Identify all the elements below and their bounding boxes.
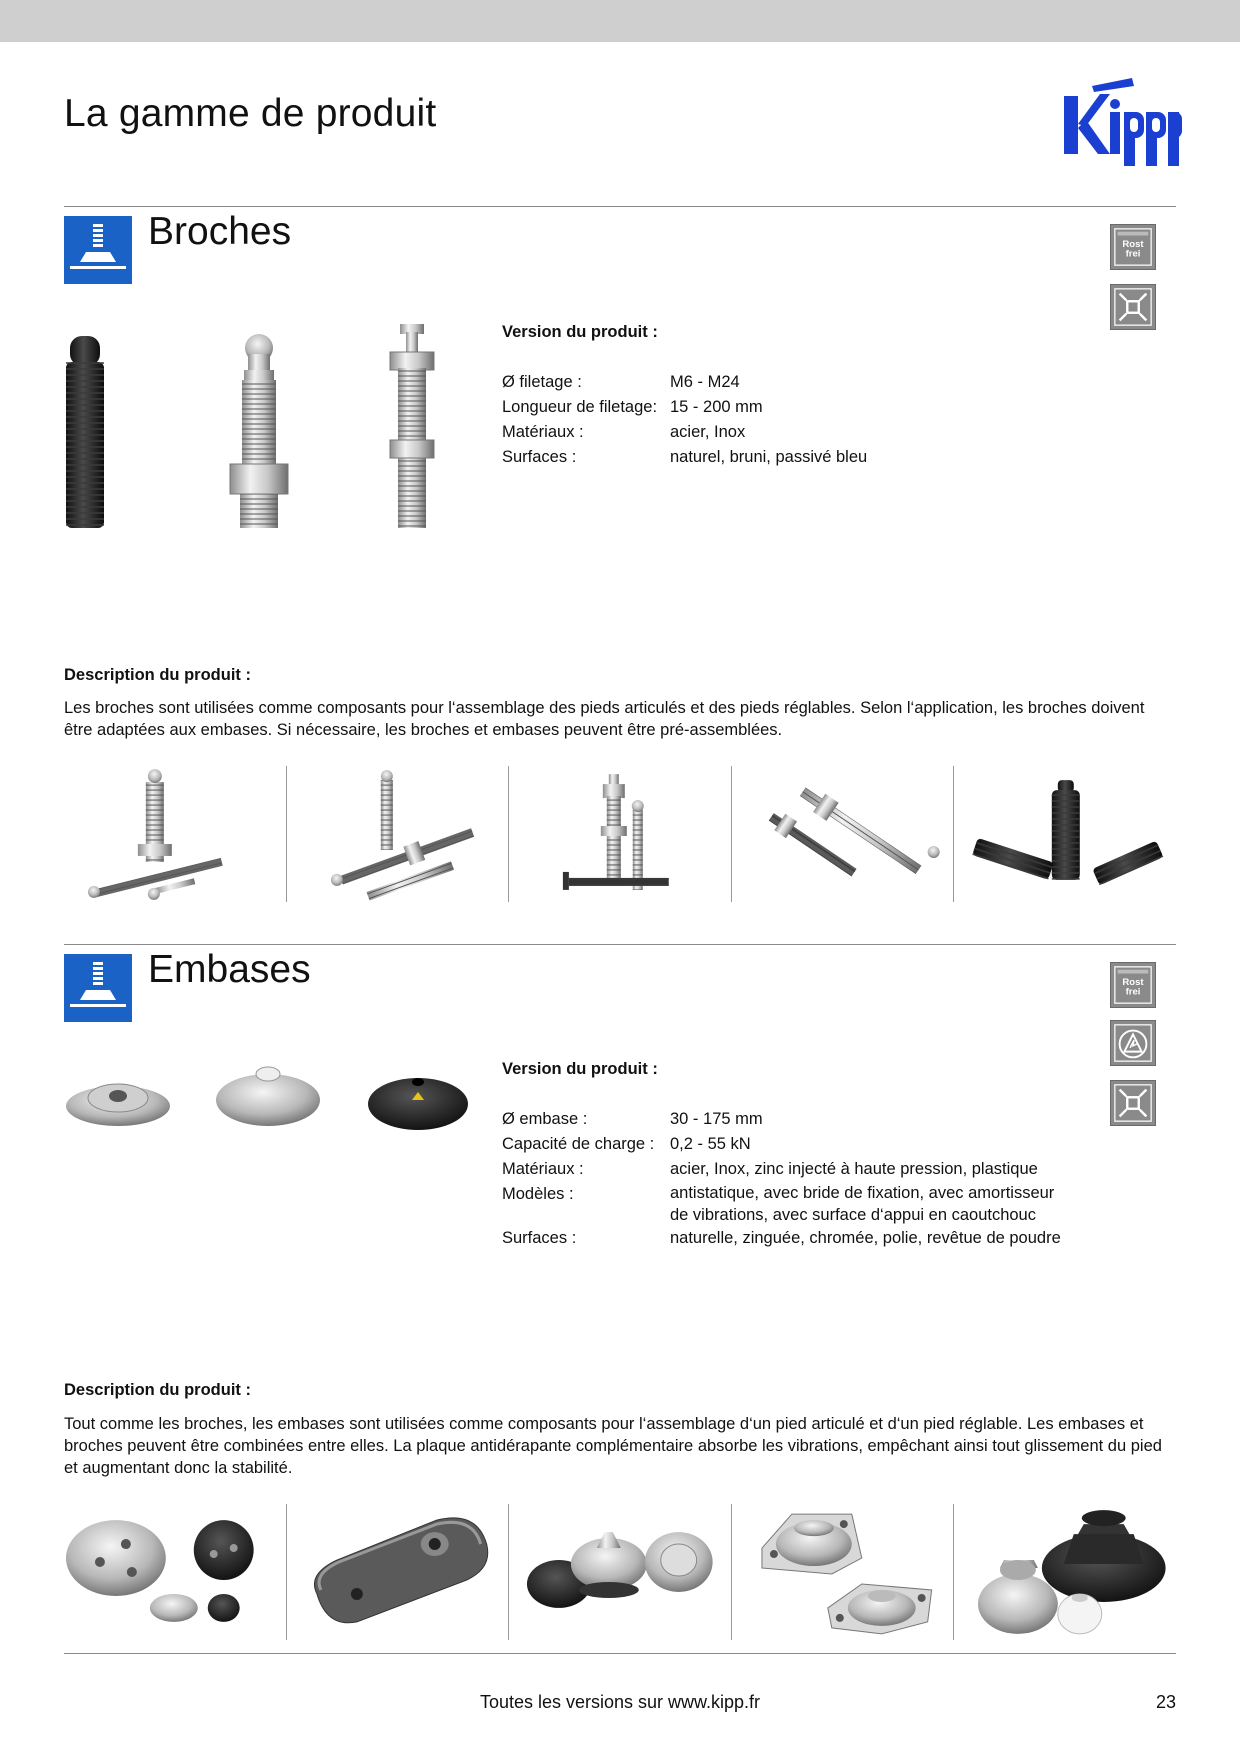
configurator-icon[interactable]	[1110, 1080, 1156, 1126]
description-heading: Description du produit :	[64, 1381, 251, 1399]
spec-key: Surfaces :	[502, 448, 577, 466]
footer-website-text[interactable]: Toutes les versions sur www.kipp.fr	[479, 1692, 761, 1712]
footer-divider	[64, 1653, 1176, 1654]
page-number: 23	[1155, 1692, 1176, 1712]
spec-row	[502, 1182, 1070, 1226]
spec-row	[502, 1226, 1070, 1251]
steel-base-photo	[64, 1070, 172, 1130]
gallery-photo	[64, 1504, 287, 1640]
spec-row	[502, 445, 1070, 470]
section-divider	[64, 944, 1176, 945]
spec-key: Matériaux :	[502, 423, 584, 441]
gallery-photo	[954, 766, 1176, 902]
kipp-logo[interactable]	[1062, 76, 1184, 166]
gallery-photo	[509, 1504, 732, 1640]
spec-value: 30 - 175 mm	[670, 1110, 763, 1128]
ball-spindle-photo	[224, 330, 294, 530]
broches-gallery	[64, 766, 1176, 902]
rostfrei-text-2: frei	[1125, 248, 1141, 260]
rostfrei-text-1: Rost	[1122, 239, 1144, 250]
rostfrei-badge	[1110, 962, 1156, 1008]
spec-row	[502, 1107, 1070, 1132]
spec-value: naturelle, zinguée, chromée, polie, revêtue de poudre	[670, 1229, 1061, 1247]
embases-gallery	[64, 1504, 1176, 1640]
spec-value: antistatique, avec bride de fixation, avec amortisseur de vibrations, avec surface d‘appui en caoutchouc	[670, 1184, 1055, 1224]
spec-key: Ø embase :	[502, 1110, 588, 1128]
description-heading: Description du produit :	[64, 666, 251, 684]
gallery-photo	[287, 1504, 510, 1640]
leveling-foot-icon	[64, 216, 132, 284]
spec-value: acier, Inox	[670, 423, 746, 441]
page-title: La gamme de produit	[64, 92, 437, 135]
version-heading: Version du produit :	[502, 323, 658, 341]
screw-spindle-photo	[384, 322, 440, 530]
spec-value: acier, Inox, zinc injecté à haute pression, plastique	[670, 1160, 1038, 1178]
rostfrei-text-1: Rost	[1122, 977, 1144, 988]
spec-block-embases	[502, 1057, 1070, 1251]
top-bar	[0, 0, 1240, 42]
spec-key: Surfaces :	[502, 1229, 577, 1247]
gallery-photo	[509, 766, 732, 902]
spec-key: Capacité de charge :	[502, 1135, 655, 1153]
spec-value: M6 - M24	[670, 373, 740, 391]
antistatic-esd-icon	[1110, 1020, 1156, 1066]
gallery-photo	[64, 766, 287, 902]
gallery-photo	[732, 766, 955, 902]
spec-row	[502, 370, 1070, 395]
spec-value: naturel, bruni, passivé bleu	[670, 448, 868, 466]
spec-value: 15 - 200 mm	[670, 398, 763, 416]
rostfrei-badge	[1110, 224, 1156, 270]
spec-row	[502, 420, 1070, 445]
spec-row	[502, 1132, 1070, 1157]
spec-key: Matériaux :	[502, 1160, 584, 1178]
spec-key: Modèles :	[502, 1185, 574, 1203]
gallery-photo	[732, 1504, 955, 1640]
rostfrei-text-2: frei	[1125, 986, 1141, 998]
black-spindle-photo	[64, 334, 106, 530]
version-heading: Version du produit :	[502, 1060, 658, 1078]
spec-key: Ø filetage :	[502, 373, 582, 391]
leveling-foot-icon	[64, 954, 132, 1022]
spec-value: 0,2 - 55 kN	[670, 1135, 751, 1153]
spec-row	[502, 1157, 1070, 1182]
spec-row	[502, 395, 1070, 420]
spec-block-broches	[502, 320, 1070, 470]
spec-key: Longueur de filetage:	[502, 398, 658, 416]
gallery-photo	[287, 766, 510, 902]
section-title-broches: Broches	[148, 210, 292, 253]
description-text: Les broches sont utilisées comme composants pour l‘assemblage des pieds articulés et des pieds réglables. Selon l‘application, les broches doivent être adaptées aux embases. Si nécessaire, les broches et embases peuvent être pré-assemblées.	[64, 699, 1145, 739]
section-divider	[64, 206, 1176, 207]
configurator-icon[interactable]	[1110, 284, 1156, 330]
section-title-embases: Embases	[148, 948, 311, 991]
dome-base-photo	[214, 1060, 322, 1130]
description-text: Tout comme les broches, les embases sont utilisées comme composants pour l‘assemblage d‘un pied articulé et d‘un pied réglable. Les embases et broches peuvent être combinées entre elles. La plaque antidérapante complémentaire absorbe les vibrations, empêchant ainsi tout glissement du pied et augmentant donc la stabilité.	[64, 1415, 1162, 1477]
black-antistatic-base-photo	[366, 1064, 470, 1132]
gallery-photo	[954, 1504, 1176, 1640]
